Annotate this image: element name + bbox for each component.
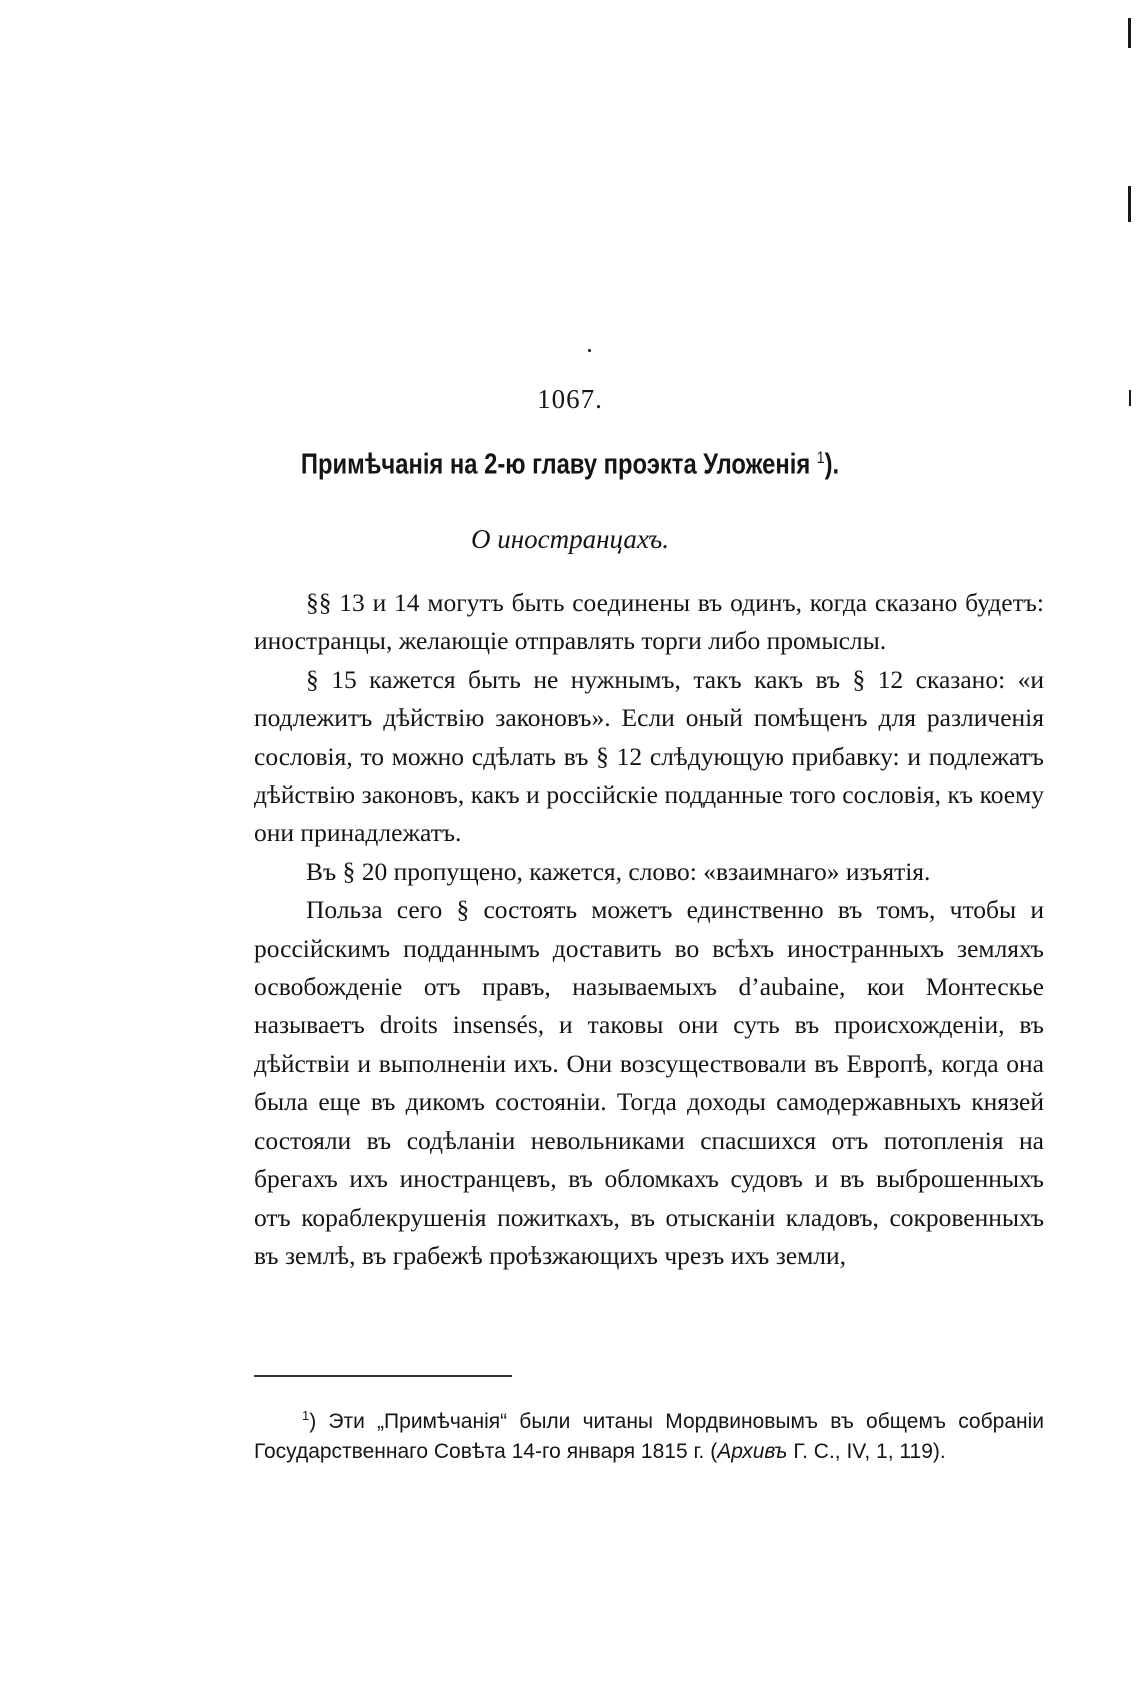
document-title: [103, 448, 1038, 482]
scan-artifact-mark: [1129, 390, 1131, 406]
paragraph-4: Польза сего § состоять можетъ единственно въ томъ, чтобы и россійскимъ подданнымъ доставить во всѣхъ иностранныхъ земляхъ освобожденіе отъ правъ, называемыхъ d’aubaine, кои Монтескье называетъ droits insensés, и таковы они суть въ происхожденіи, въ дѣйствіи и выполненіи ихъ. Они возсуществовали въ Европѣ, когда она была еще въ дикомъ состояніи. Тогда доходы самодержавныхъ князей состояли въ содѣланіи невольниками спасшихся отъ потопленія на брегахъ ихъ иностранцевъ, въ обломкахъ судовъ и въ выброшенныхъ отъ кораблекрушенія пожиткахъ, въ отысканіи кладовъ, сокровенныхъ въ землѣ, въ грабежѣ проѣзжающихъ чрезъ ихъ земли,: [254, 895, 1044, 1270]
footnote-divider: [254, 1375, 512, 1377]
footnote-marker: 1: [302, 1408, 310, 1423]
scan-artifact-mark: [1128, 186, 1131, 222]
paragraph-1: §§ 13 и 14 могутъ быть соединены въ одинъ, когда сказано будетъ: иностранцы, желающіе отправлять торги либо промыслы.: [254, 588, 1044, 656]
body-text: [254, 584, 1044, 1275]
title-text: Примѣчанія на 2-ю главу проэкта Уложенія: [300, 448, 811, 481]
document-number: 1067.: [537, 384, 603, 414]
title-footnote-marker[interactable]: 1: [816, 448, 825, 467]
paragraph-3: Въ § 20 пропущено, кажется, слово: «взаимнаго» изъятія.: [306, 856, 931, 886]
paragraph-2: § 15 кажется быть не нужнымъ, такъ какъ въ § 12 сказано: «и подлежитъ дѣйствію законовъ». Если оный помѣщенъ для различенія сословія, то можно сдѣлать въ § 12 слѣдующую прибавку: и подлежатъ дѣйствію законовъ, какъ и россійскіе подданные того сословія, къ коему они принадлежатъ.: [254, 664, 1044, 848]
scan-artifact-mark: [588, 349, 591, 352]
footnote-body: ) Эти „Примѣчанія“ были читаны Мордвиновымъ въ общемъ собраніи Государственнаго Совѣта 14-го января 1815 г. (: [254, 1410, 1044, 1463]
footnote-source: Г. С., IV, 1, 119).: [793, 1440, 946, 1463]
footnote: [254, 1401, 1044, 1467]
title-close: ).: [824, 448, 840, 481]
section-subtitle: О иностранцахъ.: [471, 524, 669, 554]
footnote-text: [254, 1401, 1044, 1467]
scan-artifact-mark: [1128, 18, 1131, 48]
footnote-source-italic: Архивъ: [717, 1440, 788, 1463]
